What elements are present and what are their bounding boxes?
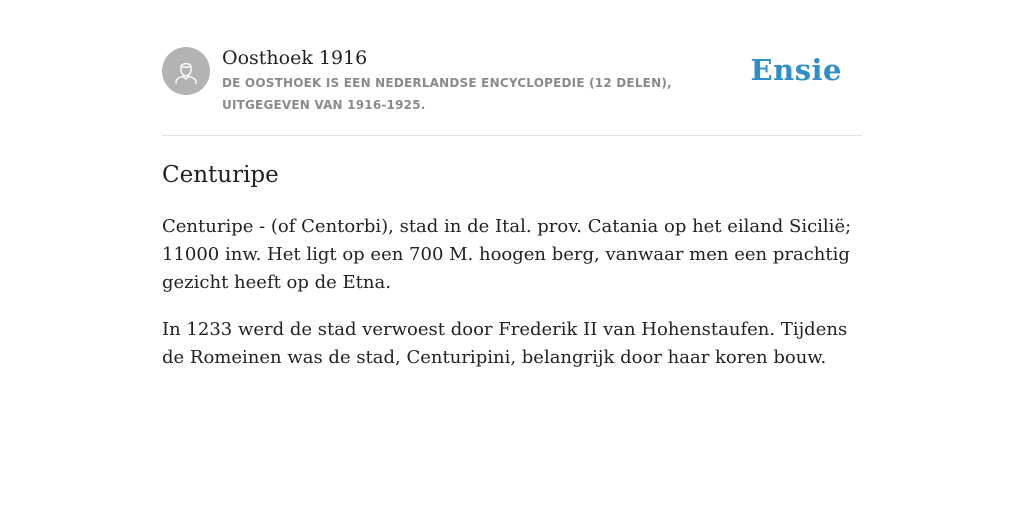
article-paragraph: In 1233 werd de stad verwoest door Frederik II van Hohenstaufen. Tijdens de Romeinen was de stad, Centuripini, belangrijk door haar koren bouw. — [162, 319, 848, 368]
source-title[interactable]: Oosthoek 1916 — [222, 47, 368, 69]
source-avatar — [162, 47, 210, 95]
source-description: DE OOSTHOEK IS EEN NEDERLANDSE ENCYCLOPEDIE (12 DELEN), UITGEGEVEN VAN 1916-1925. — [222, 76, 672, 112]
user-icon — [171, 56, 201, 86]
article-paragraph: Centuripe - (of Centorbi), stad in de Ital. prov. Catania op het eiland Sicilië; 11000 inw. Het ligt op een 700 M. hoogen berg, vanwaar men een prachtig gezicht heeft op de Etna. — [162, 216, 852, 293]
source-header — [162, 46, 862, 136]
article-title: Centuripe — [162, 162, 279, 188]
article-card — [162, 46, 862, 372]
brand-logo[interactable]: Ensie — [750, 53, 842, 87]
